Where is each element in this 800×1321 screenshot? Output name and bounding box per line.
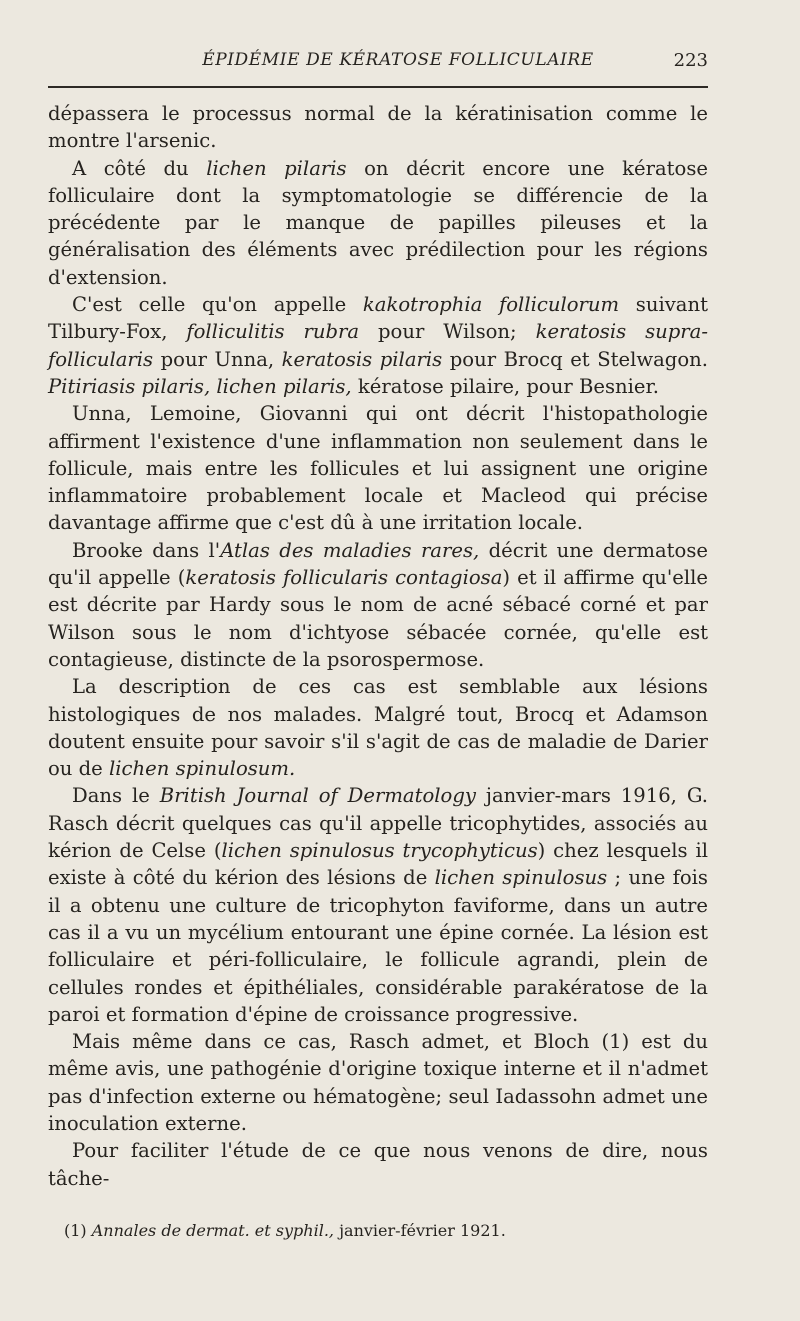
italic-text: keratosis pilaris <box>281 347 443 371</box>
paragraph <box>48 537 708 673</box>
body-text <box>48 100 708 1192</box>
text-run: Brooke dans l' <box>72 538 221 562</box>
text-run: suivant Tilbury-Fox, <box>48 293 708 344</box>
italic-text: lichen spinulosus trycophyticus <box>221 839 538 863</box>
italic-text: folliculitis rubra <box>186 320 360 344</box>
text-run: décrit une dermatose qu'il appelle ( <box>48 538 708 590</box>
running-head: ÉPIDÉMIE DE KÉRATOSE FOLLICULAIRE <box>202 50 594 70</box>
italic-text: British Journal of Dermatology <box>159 784 476 808</box>
paragraph <box>48 673 708 782</box>
text-run: (1) <box>64 1221 92 1240</box>
paragraph <box>48 1137 708 1192</box>
italic-text: keratosis follicularis contagiosa <box>185 566 503 590</box>
italic-text: lichen spinulosus <box>434 866 608 890</box>
italic-text: keratosis supra-follicularis <box>48 320 708 371</box>
text-run: Dans le <box>72 784 160 808</box>
text-run: ) et il affirme qu'elle est décrite par Hardy sous le nom de acné sébacé corné et par Wilson sous le nom d'ichtyose sébacée cornée, qu'elle est contagieuse, distincte de la psorospermose. <box>48 566 708 671</box>
page-number: 223 <box>673 50 708 71</box>
text-run: dépassera le processus normal de la kératinisation comme le montre l'arsenic. <box>48 102 708 153</box>
page-header <box>48 50 708 76</box>
paragraph <box>48 155 708 291</box>
text-run: pour Unna, <box>153 347 282 371</box>
text-run: on décrit encore une kératose folliculaire dont la symptomatologie se différencie de la précédente par le manque de papilles pileuses et la généralisation des éléments avec prédilection pour les régions d'extension. <box>48 156 708 289</box>
text-run: Pour faciliter l'étude de ce que nous venons de dire, nous tâche- <box>48 1139 708 1190</box>
italic-text: Annales de dermat. et syphil., <box>91 1221 334 1240</box>
text-run: A côté du <box>72 156 207 180</box>
text-run: pour Brocq et Stelwagon. <box>442 347 708 371</box>
paragraph <box>48 782 708 1028</box>
paragraph <box>48 400 708 536</box>
text-run: ) chez lesquels il existe à côté du kérion des lésions de <box>48 839 708 890</box>
text-run: La description de ces cas est semblable aux lésions histologiques de nos malades. Malgré tout, Brocq et Adamson doutent ensuite pour savoir s'il s'agit de cas de maladie de Darier ou de <box>48 675 708 781</box>
text-run: ; une fois il a obtenu une culture de tricophyton faviforme, dans un autre cas il a vu un mycélium entourant une épine cornée. La lésion est folliculaire et péri-folliculaire, le follicule agrandi, plein de cellules rondes et épithéliales, considérable parakératose de la paroi et formation d'épine de croissance progressive. <box>48 866 708 1026</box>
text-run: C'est celle qu'on appelle <box>72 293 363 317</box>
italic-text: Pitiriasis pilaris, lichen pilaris, <box>48 374 352 398</box>
paragraph <box>48 1028 708 1137</box>
italic-text: lichen spinulosum. <box>109 757 296 781</box>
text-run: janvier-mars 1916, G. Rasch décrit quelques cas qu'il appelle tricophytides, associés au kérion de Celse ( <box>48 784 709 863</box>
paragraph <box>48 100 708 155</box>
footnote <box>64 1220 704 1242</box>
italic-text: kakotrophia folliculorum <box>362 293 620 317</box>
italic-text: Atlas des maladies rares, <box>220 538 480 562</box>
text-run: kératose pilaire, pour Besnier. <box>351 374 659 398</box>
text-run: Unna, Lemoine, Giovanni qui ont décrit l'histopathologie affirment l'existence d'une inflammation non seulement dans le follicule, mais entre les follicules et lui assignent une origine inflammatoire probablement locale et Macleod qui précise davantage affirme que c'est dû à une irritation locale. <box>48 402 708 535</box>
header-rule <box>48 86 708 88</box>
text-run: Mais même dans ce cas, Rasch admet, et Bloch (1) est du même avis, une pathogénie d'origine toxique interne et il n'admet pas d'infection externe ou hématogène; seul Iadassohn admet une inoculation externe. <box>48 1030 708 1135</box>
text-run: pour Wilson; <box>359 320 536 344</box>
italic-text: lichen pilaris <box>206 156 347 180</box>
paragraph <box>48 291 708 400</box>
text-run: janvier-février 1921. <box>334 1221 506 1240</box>
